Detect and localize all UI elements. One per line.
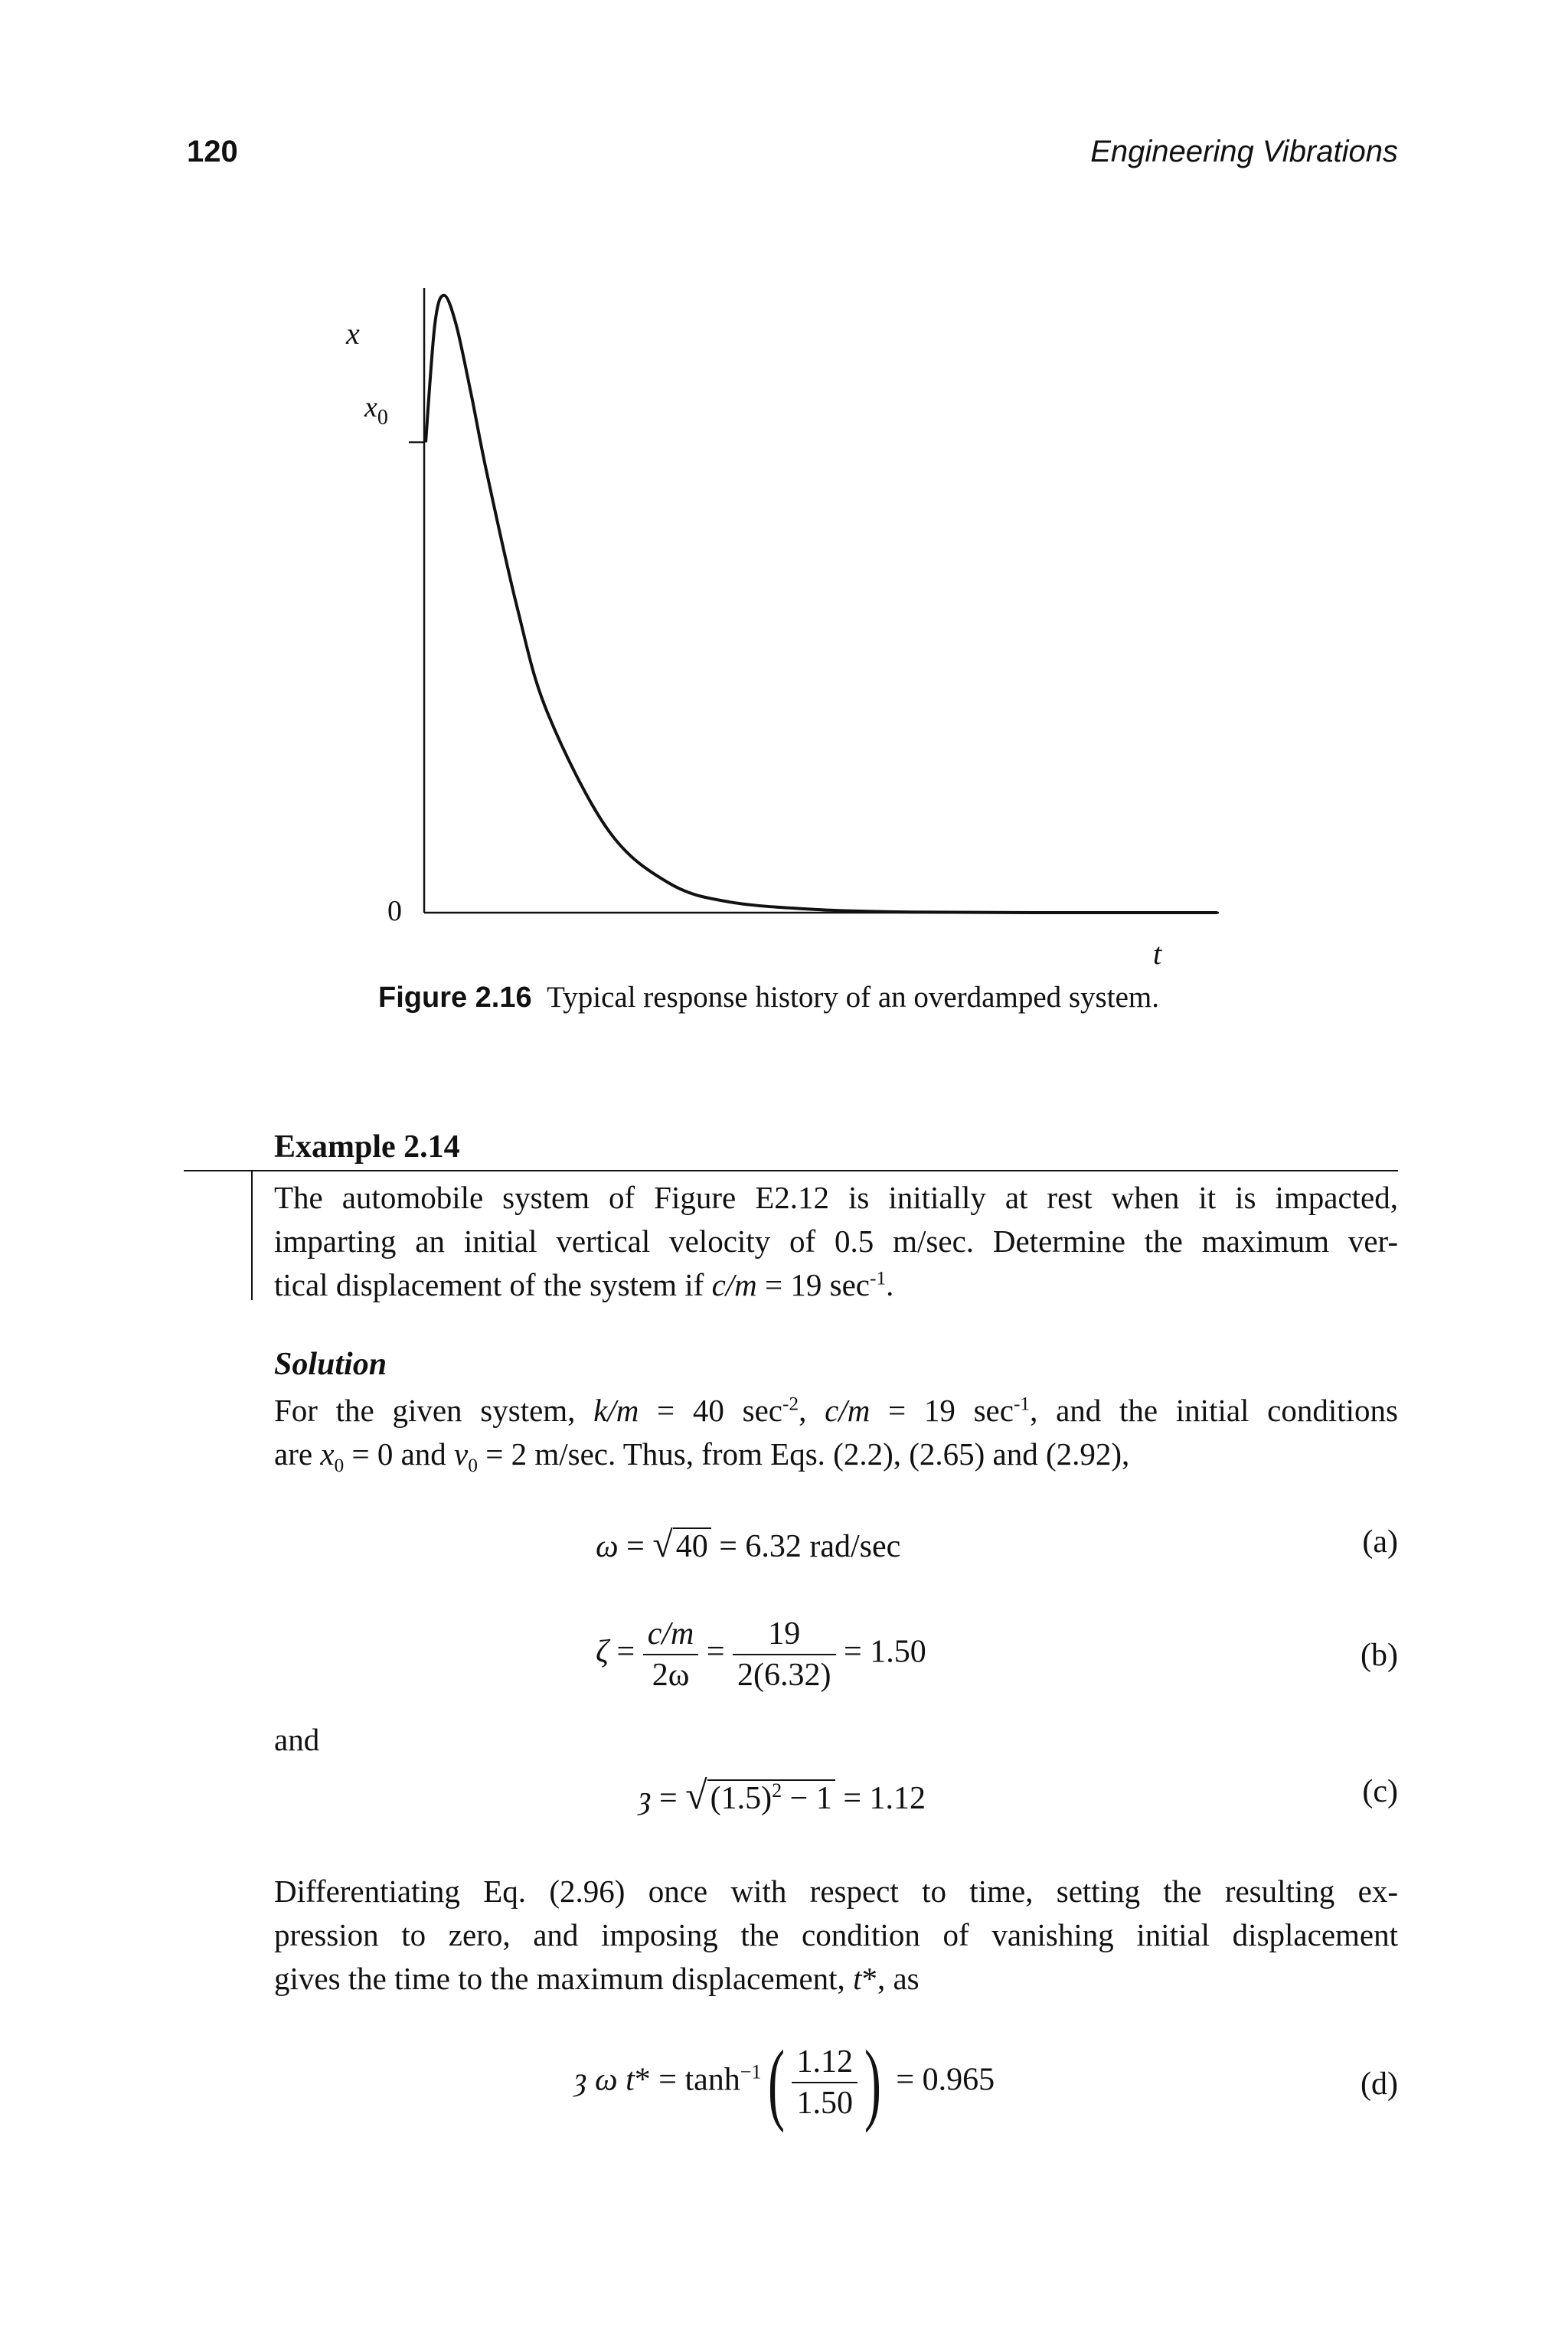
eq-b-rhs: = 1.50 <box>835 1634 926 1670</box>
eq-b-den1: 2ω <box>643 1654 699 1694</box>
equation-d <box>574 2031 995 2133</box>
eq-d-num: 1.12 <box>796 2044 853 2080</box>
eq-d-left-paren: ( <box>768 2031 786 2133</box>
solution-l2-sub: 0 <box>334 1455 345 1477</box>
eq-c-rad-exp: 2 <box>772 1779 782 1802</box>
solution-l2-b: = 0 and <box>344 1436 455 1472</box>
paragraph-line-3 <box>274 1957 1398 2001</box>
zero-label: 0 <box>387 895 402 927</box>
solution-l1-km: k/m <box>593 1393 639 1428</box>
eq-a-rhs: = 6.32 rad/sec <box>710 1529 901 1564</box>
solution-l1-d: = 19 sec <box>870 1393 1014 1428</box>
paragraph-line-1: Differentiating Eq. (2.96) once with respect to time, setting the resulting ex- <box>274 1874 1398 1909</box>
solution-l1-exp2: -1 <box>1013 1393 1031 1415</box>
eq-b-number: (b) <box>1361 1638 1398 1673</box>
solution-line-2 <box>274 1433 1398 1476</box>
page-number: 120 <box>187 135 238 168</box>
paragraph-l3-pre: gives the time to the maximum displacement, <box>274 1961 854 1996</box>
solution-l1-b: = 40 sec <box>639 1393 782 1428</box>
figure-caption-text: Typical response history of an overdamped system. <box>547 981 1159 1014</box>
solution-line-1 <box>274 1389 1398 1433</box>
paragraph-line-2: pression to zero, and imposing the condition of vanishing initial displacement <box>274 1917 1398 1952</box>
figure-2-16 <box>0 0 1568 1041</box>
eq-b-eq1: = <box>609 1634 643 1670</box>
eq-c-number: (c) <box>1362 1774 1398 1809</box>
solution-l1-a: For the given system, <box>274 1393 594 1428</box>
eq-b-num1: c/m <box>647 1616 694 1652</box>
example-line-3-exp: -1 <box>870 1267 887 1289</box>
solution-l1-exp1: -2 <box>782 1393 799 1415</box>
x0-label-subscript: 0 <box>377 406 388 430</box>
eq-d-lhs-b: ω <box>586 2062 626 2098</box>
example-side-rule <box>251 1171 253 1300</box>
solution-l2-c: = 2 m/sec. Thus, from Eqs. (2.2), (2.65) and (2.92), <box>477 1436 1130 1472</box>
x0-label <box>364 390 388 430</box>
solution-heading: Solution <box>274 1347 387 1382</box>
example-line-3-eq: = 19 sec <box>756 1267 870 1302</box>
eq-c-rad-base: (1.5) <box>710 1781 773 1816</box>
response-curve <box>426 296 1217 913</box>
example-line-3-pre: tical displacement of the system if <box>274 1267 712 1302</box>
example-line-3-post: . <box>886 1267 894 1302</box>
eq-c-rhs: = 1.12 <box>835 1781 926 1816</box>
example-line-3-cm: c/m <box>711 1267 757 1302</box>
solution-l2-v: v <box>454 1436 469 1472</box>
example-line-2: imparting an initial vertical velocity of 0.5 m/sec. Determine the maximum ver- <box>274 1224 1398 1259</box>
solution-l2-sub2: 0 <box>468 1455 478 1477</box>
paragraph-l3-post: *, as <box>861 1961 920 1996</box>
equation-c <box>639 1773 926 1818</box>
eq-b-den2: 2(6.32) <box>733 1654 835 1694</box>
solution-l1-cm: c/m <box>825 1393 871 1428</box>
and-text: and <box>274 1722 320 1757</box>
eq-b-num2: 19 <box>768 1616 801 1652</box>
eq-d-lhs-a: ȝ <box>574 2062 587 2098</box>
example-title: Example 2.14 <box>274 1129 460 1165</box>
eq-c-radicand <box>707 1779 835 1816</box>
response-chart <box>0 0 1568 1041</box>
example-top-rule <box>184 1170 1398 1171</box>
eq-b-eq2: = <box>698 1634 733 1670</box>
eq-b-lhs: ζ <box>596 1634 609 1670</box>
paragraph-l3-t: t <box>853 1961 862 1996</box>
solution-l1-e: , and the initial conditions <box>1030 1393 1398 1428</box>
eq-d-lhs-c: * = tanh <box>634 2062 740 2098</box>
y-axis-label: x <box>346 316 360 351</box>
eq-a-radicand: 40 <box>673 1527 711 1564</box>
eq-c-sqrt-sign: √ <box>685 1774 707 1818</box>
solution-l1-c: , <box>799 1393 825 1428</box>
figure-caption <box>378 980 1159 1014</box>
eq-a-sqrt-sign: √ <box>652 1524 673 1565</box>
x-axis-label: t <box>1153 936 1162 971</box>
eq-a-lhs: ω <box>596 1529 619 1564</box>
eq-d-frac <box>792 2044 858 2122</box>
eq-c-eq: = <box>651 1781 686 1816</box>
eq-b-frac-2 <box>733 1616 835 1694</box>
figure-label: Figure 2.16 <box>378 982 532 1014</box>
solution-l2-a: are <box>274 1436 321 1472</box>
eq-d-den: 1.50 <box>792 2082 858 2122</box>
eq-d-exp: −1 <box>740 2060 762 2083</box>
example-line-1: The automobile system of Figure E2.12 is initially at rest when it is impacted, <box>274 1180 1398 1215</box>
eq-c-lhs: ȝ <box>639 1781 652 1816</box>
running-title: Engineering Vibrations <box>1090 135 1398 168</box>
eq-c-rad-rest: − 1 <box>782 1781 832 1816</box>
equation-a <box>596 1524 900 1566</box>
eq-a-eq: = <box>618 1529 653 1564</box>
eq-d-right-paren: ) <box>864 2031 881 2133</box>
eq-a-number: (a) <box>1362 1524 1398 1560</box>
solution-l2-x: x <box>320 1436 335 1472</box>
x0-label-x: x <box>364 391 377 423</box>
eq-d-number: (d) <box>1361 2066 1398 2102</box>
equation-b <box>596 1616 926 1694</box>
eq-d-lhs-t: t <box>626 2062 635 2098</box>
eq-b-frac-1 <box>643 1616 699 1694</box>
eq-d-rhs: = 0.965 <box>887 2062 995 2098</box>
example-line-3 <box>274 1263 1398 1307</box>
